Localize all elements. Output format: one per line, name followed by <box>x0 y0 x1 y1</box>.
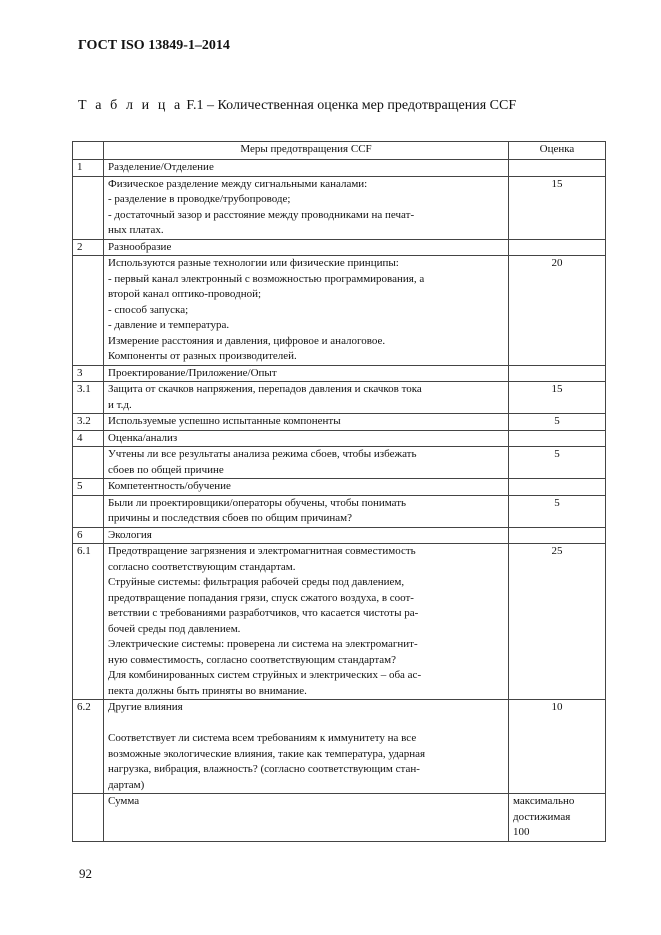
row-description <box>104 495 509 527</box>
row-score: 25 <box>509 544 606 700</box>
header-measures: Меры предотвращения CCF <box>104 142 509 160</box>
row-number <box>73 447 104 479</box>
description-line: - давление и температура. <box>108 319 230 331</box>
row-score <box>509 239 606 256</box>
description-line: второй канал оптико-проводной; <box>108 288 262 300</box>
description-line: сбоев по общей причине <box>108 463 224 476</box>
sum-label <box>104 794 509 842</box>
sum-score-line: достижимая <box>513 810 571 823</box>
description-line: Оценка/анализ <box>108 431 178 444</box>
row-number: 3.2 <box>73 414 104 431</box>
sum-score <box>509 794 606 842</box>
row-description <box>104 239 509 256</box>
row-description <box>104 256 509 366</box>
description-line: бочей среды под давлением. <box>108 622 241 635</box>
table-row <box>73 544 606 700</box>
row-score: 10 <box>509 700 606 794</box>
sum-score-line: максимально <box>513 795 575 807</box>
caption-title: F.1 – Количественная оценка мер предотвращения CCF <box>182 98 517 113</box>
row-description <box>104 365 509 382</box>
table-row <box>73 160 606 177</box>
row-number: 6 <box>73 527 104 544</box>
table-row <box>73 382 606 414</box>
row-number: 6.1 <box>73 544 104 700</box>
ccf-measures-table <box>72 141 606 842</box>
description-line: Электрические системы: проверена ли система на электромагнит- <box>108 638 418 650</box>
table-header-row <box>73 142 606 160</box>
row-number: 3.1 <box>73 382 104 414</box>
table-row <box>73 430 606 447</box>
description-line: Защита от скачков напряжения, перепадов давления и скачков тока <box>108 383 422 395</box>
description-line: Экология <box>108 528 152 541</box>
description-line: Физическое разделение между сигнальными каналами: <box>108 177 368 190</box>
row-description <box>104 176 509 239</box>
description-line: Измерение расстояния и давления, цифровое и аналоговое. <box>108 334 386 347</box>
row-score: 5 <box>509 414 606 431</box>
description-line: согласно соответствующим стандартам. <box>108 560 296 573</box>
sum-row <box>73 794 606 842</box>
description-line: Разнообразие <box>108 240 172 253</box>
table-body <box>73 160 606 842</box>
description-line: Используемые успешно испытанные компоненты <box>108 415 341 427</box>
row-description <box>104 430 509 447</box>
row-description <box>104 414 509 431</box>
row-description <box>104 479 509 496</box>
row-score: 20 <box>509 256 606 366</box>
row-number <box>73 794 104 842</box>
row-score <box>509 479 606 496</box>
row-number: 3 <box>73 365 104 382</box>
description-line: Используются разные технологии или физические принципы: <box>108 257 399 269</box>
description-line: Сумма <box>108 795 140 807</box>
description-line: Предотвращение загрязнения и электромагнитная совместимость <box>108 545 416 557</box>
description-line: Другие влияния <box>108 701 183 713</box>
description-line: Струйные системы: фильтрация рабочей среды под давлением, <box>108 576 405 588</box>
description-line: дартам) <box>108 778 145 791</box>
sum-score-line: 100 <box>513 826 530 838</box>
row-score <box>509 160 606 177</box>
row-description <box>104 160 509 177</box>
row-description <box>104 382 509 414</box>
caption-prefix: Т а б л и ц а <box>78 98 183 113</box>
description-line: пекта должны быть приняты во внимание. <box>108 684 307 697</box>
table-row <box>73 239 606 256</box>
table-caption <box>78 98 516 114</box>
blank-line <box>108 716 504 732</box>
description-line: возможные экологические влияния, такие как температура, ударная <box>108 747 426 760</box>
row-number: 1 <box>73 160 104 177</box>
row-number <box>73 176 104 239</box>
description-line: Соответствует ли система всем требованиям к иммунитету на все <box>108 732 417 744</box>
header-score: Оценка <box>509 142 606 160</box>
row-score: 5 <box>509 447 606 479</box>
description-line: - достаточный зазор и расстояние между проводниками на печат- <box>108 208 415 221</box>
table-row <box>73 495 606 527</box>
description-line: - способ запуска; <box>108 303 189 316</box>
table-row <box>73 176 606 239</box>
description-line: Проектирование/Приложение/Опыт <box>108 366 277 379</box>
description-line: ную совместимость, согласно соответствующим стандартам? <box>108 653 396 666</box>
description-line: и т.д. <box>108 398 132 411</box>
row-score: 5 <box>509 495 606 527</box>
row-score <box>509 430 606 447</box>
row-number: 6.2 <box>73 700 104 794</box>
table-row <box>73 479 606 496</box>
description-line: Компоненты от разных производителей. <box>108 350 297 362</box>
standard-header: ГОСТ ISO 13849-1–2014 <box>78 38 230 53</box>
description-line: Компетентность/обучение <box>108 480 231 492</box>
row-score: 15 <box>509 382 606 414</box>
row-score <box>509 527 606 544</box>
table-row <box>73 447 606 479</box>
table-row <box>73 256 606 366</box>
row-description <box>104 527 509 544</box>
description-line: Для комбинированных систем струйных и электрических – оба ас- <box>108 669 422 681</box>
row-description <box>104 700 509 794</box>
header-num-cell <box>73 142 104 160</box>
row-number: 4 <box>73 430 104 447</box>
row-number <box>73 256 104 366</box>
table-row <box>73 700 606 794</box>
row-description <box>104 544 509 700</box>
table-row <box>73 527 606 544</box>
table-row <box>73 365 606 382</box>
row-number: 2 <box>73 239 104 256</box>
table-row <box>73 414 606 431</box>
description-line: Разделение/Отделение <box>108 161 214 173</box>
description-line: предотвращение попадания грязи, спуск сжатого воздуха, в соот- <box>108 591 414 604</box>
description-line: причины и последствия сбоев по общим причинам? <box>108 512 352 524</box>
description-line: нагрузка, вибрация, влажность? (согласно соответствующим стан- <box>108 763 420 775</box>
row-description <box>104 447 509 479</box>
row-score: 15 <box>509 176 606 239</box>
description-line: ветствии с требованиями разработчиков, что касается чистоты ра- <box>108 607 419 619</box>
description-line: Были ли проектировщики/операторы обучены, чтобы понимать <box>108 496 407 509</box>
row-score <box>509 365 606 382</box>
description-line: Учтены ли все результаты анализа режима сбоев, чтобы избежать <box>108 448 417 460</box>
page-number: 92 <box>79 866 92 881</box>
description-line: ных платах. <box>108 224 164 236</box>
row-number: 5 <box>73 479 104 496</box>
description-line: - разделение в проводке/трубопроводе; <box>108 193 291 205</box>
row-number <box>73 495 104 527</box>
description-line: - первый канал электронный с возможностью программирования, а <box>108 272 425 285</box>
